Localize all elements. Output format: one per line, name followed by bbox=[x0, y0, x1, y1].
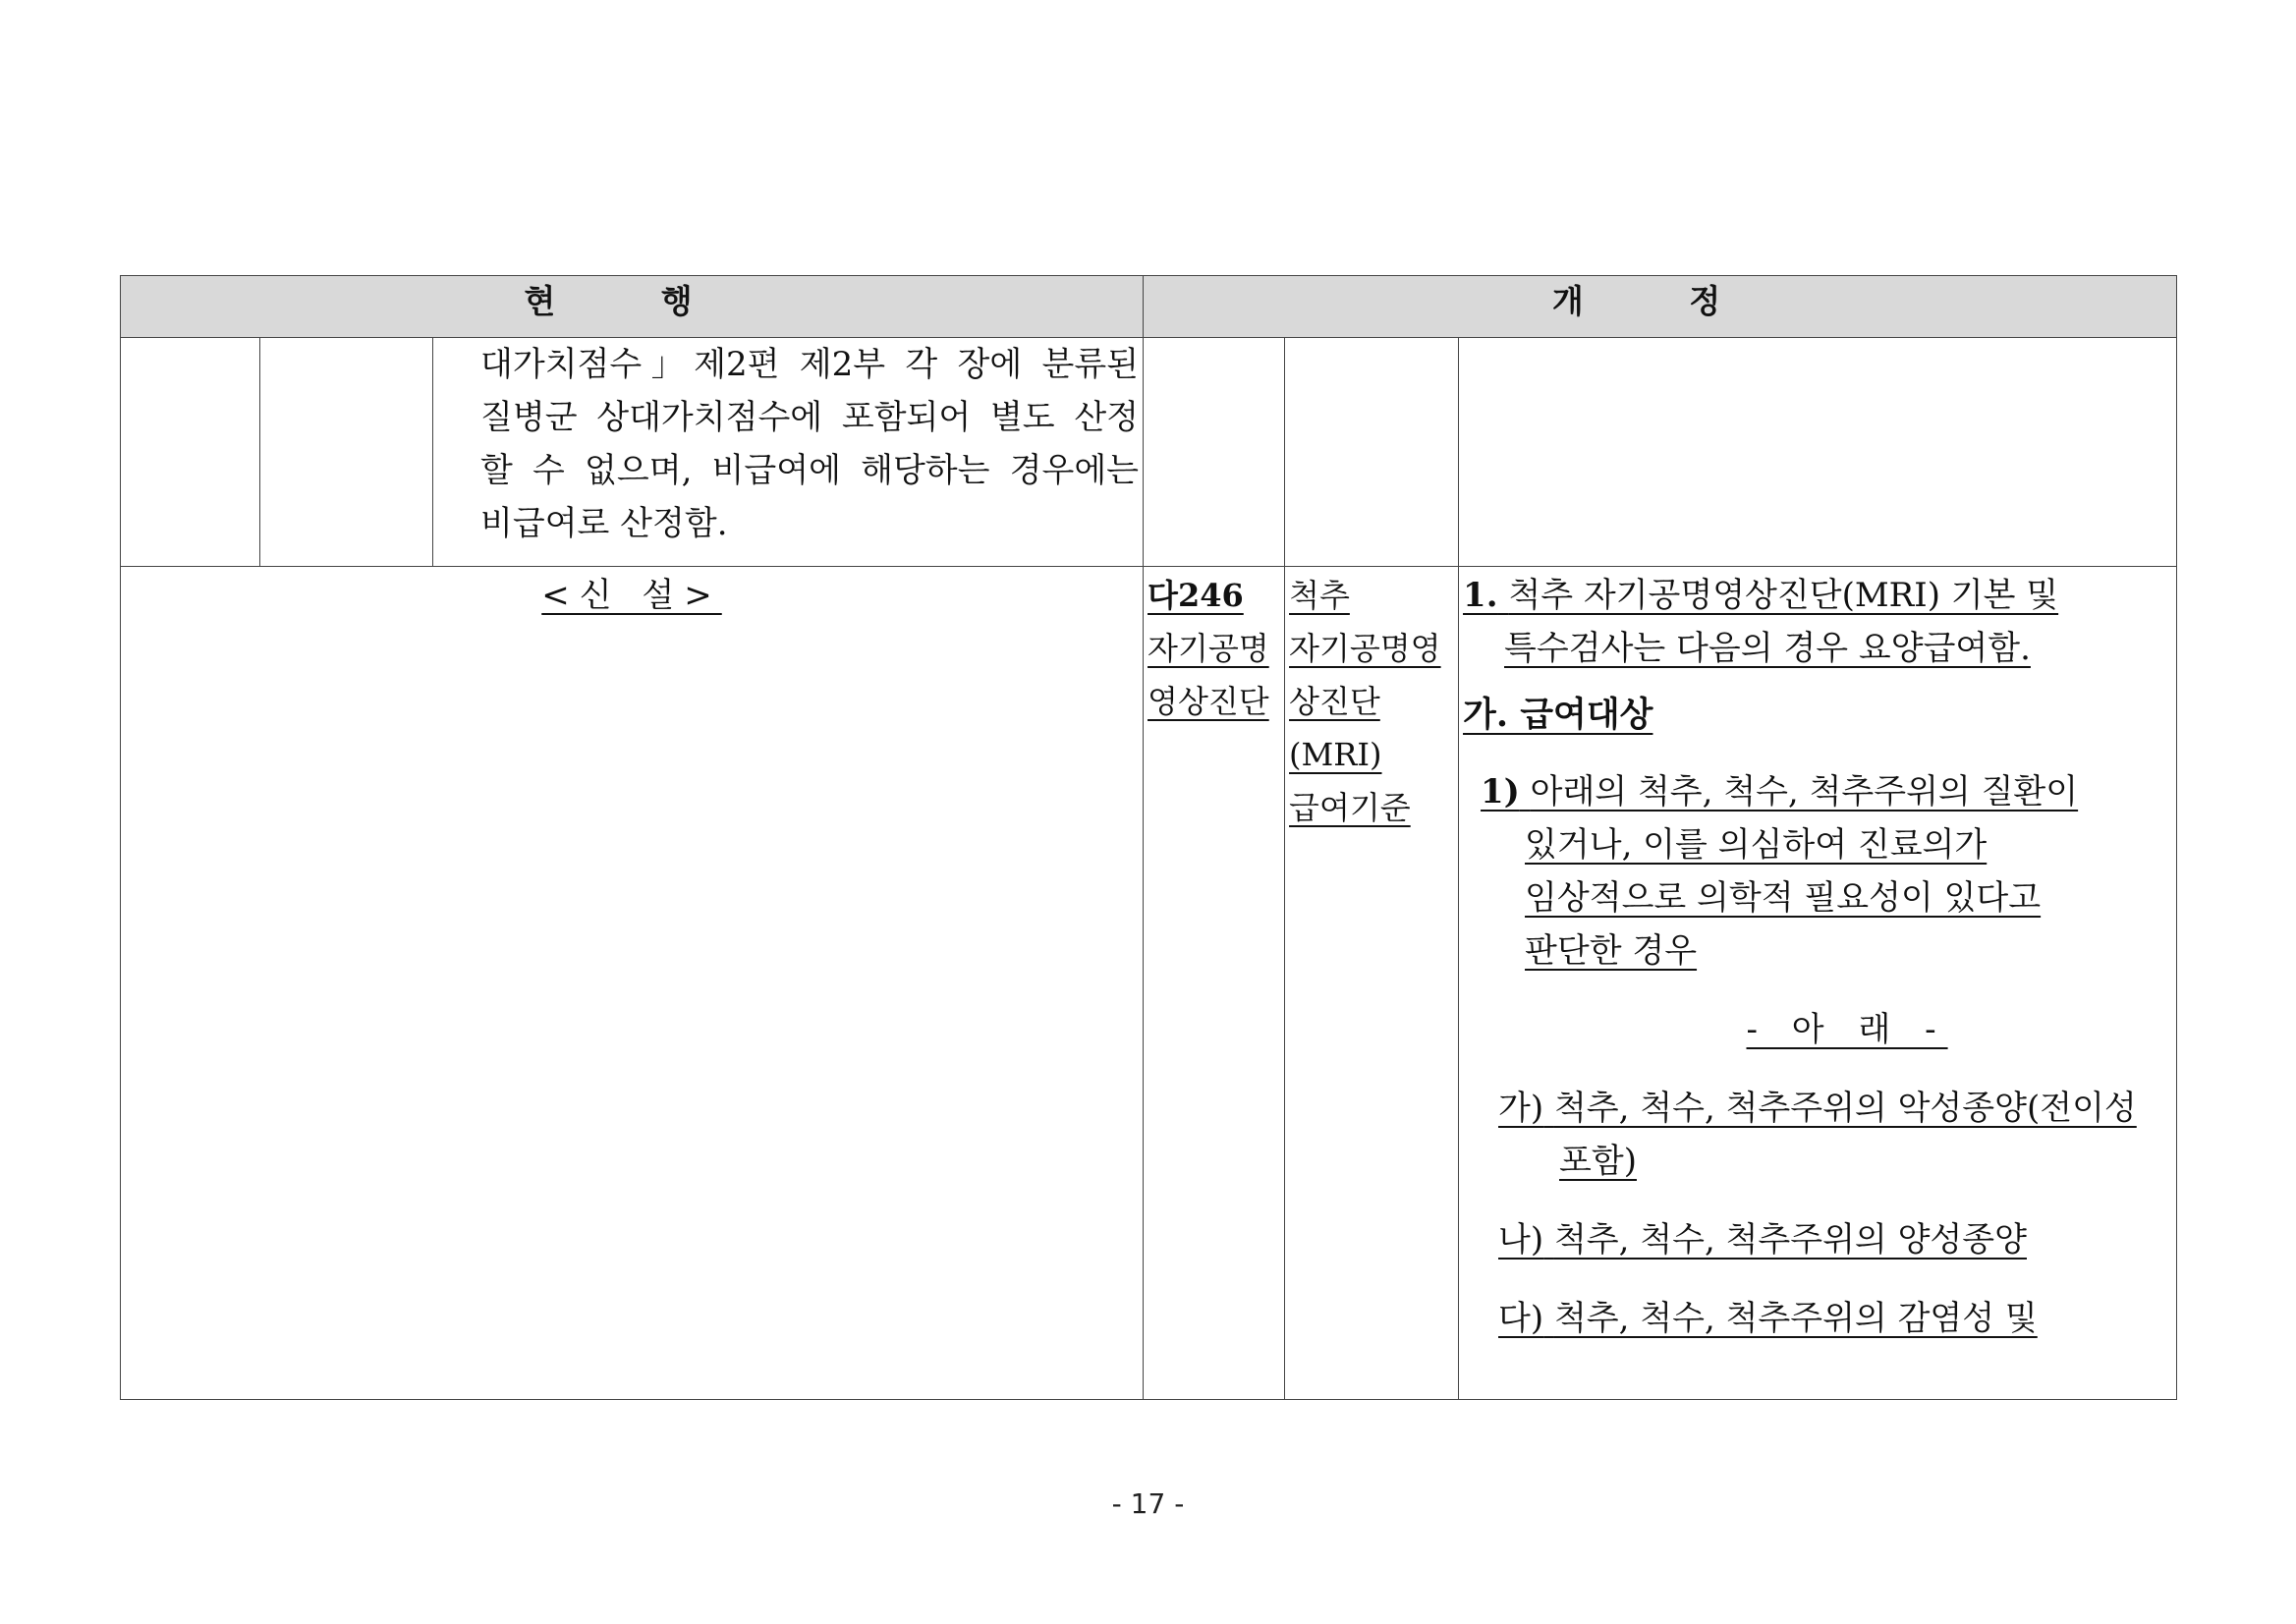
revised-content-cell bbox=[1459, 567, 2177, 1400]
sub-item-number: 1) bbox=[1481, 772, 1520, 812]
text-line: 척추 자기공명영상진단(MRI) 기본 및 bbox=[1508, 576, 2059, 615]
empty-cell bbox=[260, 338, 433, 567]
text-line: 척추, 척수, 척추주위의 양성종양 bbox=[1553, 1220, 2027, 1260]
header-current: 현 행 bbox=[121, 276, 1144, 338]
title-line: 급여기준 bbox=[1289, 789, 1411, 826]
new-provision-label: <신 설> bbox=[541, 576, 722, 615]
text-line: 질병군 상대가치점수에 포함되어 별도 산정 bbox=[480, 398, 1140, 437]
text-line: 대가치점수」제2편 제2부 각 장에 분류된 bbox=[480, 345, 1140, 384]
section-heading: 가. 급여대상 bbox=[1463, 695, 1653, 735]
empty-cell bbox=[1459, 338, 2177, 567]
code-line: 영상진단 bbox=[1148, 683, 1269, 720]
list-item bbox=[1463, 1292, 2172, 1345]
comparison-table bbox=[120, 275, 2177, 1400]
item-1 bbox=[1463, 569, 2172, 622]
item-number: 1. bbox=[1463, 576, 1498, 615]
list-item-number: 다) bbox=[1498, 1299, 1544, 1338]
text-line: 아래의 척추, 척수, 척추주위의 질환이 bbox=[1530, 772, 2079, 812]
text-line: 임상적으로 의학적 필요성이 있다고 bbox=[1525, 878, 2042, 918]
text-line: 비급여로 산정함. bbox=[480, 504, 728, 543]
title-line: 척추 bbox=[1289, 577, 1350, 614]
list-item bbox=[1463, 1082, 2172, 1135]
text-line: 특수검사는 다음의 경우 요양급여함. bbox=[1504, 629, 2031, 668]
current-text-cell bbox=[433, 338, 1144, 567]
empty-cell bbox=[1144, 338, 1285, 567]
below-label: - 아 래 - bbox=[1746, 1010, 1948, 1049]
new-provision-cell bbox=[121, 567, 1144, 1400]
page-number: - 17 - bbox=[1111, 1487, 1185, 1520]
text-line: 척추, 척수, 척추주위의 악성종양(전이성 bbox=[1553, 1089, 2137, 1128]
code-line: 다246 bbox=[1148, 577, 1244, 614]
header-revised: 개 정 bbox=[1144, 276, 2177, 338]
list-item bbox=[1463, 1213, 2172, 1266]
sub-item-1 bbox=[1463, 765, 2172, 818]
title-line: 자기공명영 bbox=[1289, 630, 1441, 667]
title-cell bbox=[1285, 567, 1459, 1400]
list-item-number: 나) bbox=[1498, 1220, 1544, 1260]
code-cell bbox=[1144, 567, 1285, 1400]
title-line: 상진단(MRI) bbox=[1289, 683, 1382, 773]
text-line: 포함) bbox=[1559, 1142, 1637, 1181]
text-line: 있거나, 이를 의심하여 진료의가 bbox=[1525, 825, 1988, 865]
empty-cell bbox=[121, 338, 260, 567]
code-line: 자기공명 bbox=[1148, 630, 1269, 667]
text-line: 척추, 척수, 척추주위의 감염성 및 bbox=[1553, 1299, 2038, 1338]
text-line: 판단한 경우 bbox=[1525, 931, 1698, 971]
list-item-number: 가) bbox=[1498, 1089, 1544, 1128]
empty-cell bbox=[1285, 338, 1459, 567]
text-line: 할 수 없으며, 비급여에 해당하는 경우에는 bbox=[480, 451, 1140, 490]
